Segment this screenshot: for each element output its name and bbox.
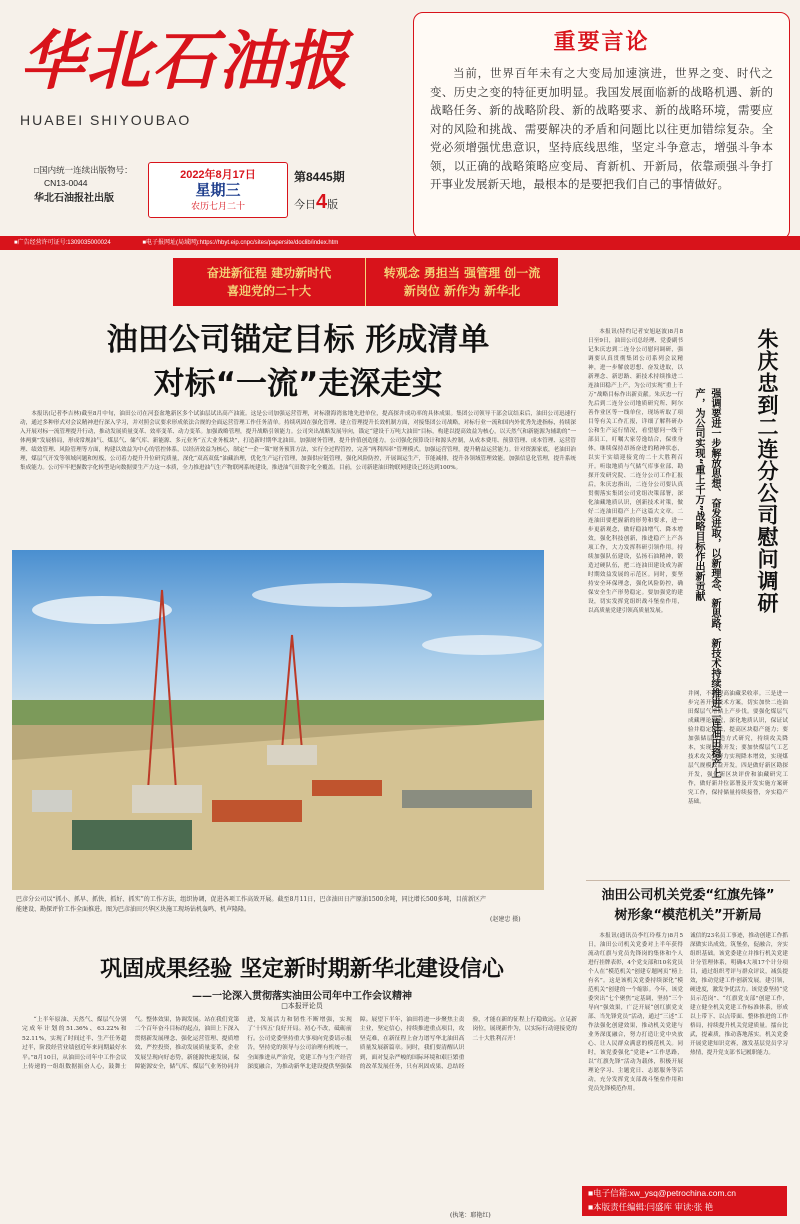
ad-license: ■广告经营许可证号:1309035000024: [14, 240, 111, 246]
side2-title-line1: 油田公司机关党委“红旗先锋”: [601, 888, 775, 903]
side-article-text-cont: 井网，不断提高油藏采收率。三是进一步完善开发技术方案，切实加快二连油田煤层气增储上产步伐。要强化煤层气成藏理论研究，深化地质认识，保证试验井稳定排采，提高区块稳产能力；要加强储层改造方式研究，持续攻关降本，实现效益开发；要加快煤层气工艺技术攻关，努力实现降本增效，实现煤层气规模效益开发。四是做好新区勘探开发，强化新区块评价和油藏研究工作，做好新井位部署及开发实施方案研究工作，保持储量持续接替，夯实稳产基础。: [688, 691, 788, 805]
e-paper-url[interactable]: ■电子报网址(局域网):https://hbyt.eip.cnpc/sites/papersite/doclib/index.htm: [142, 240, 339, 246]
editorial-headline: 巩固成果经验 坚定新时期新华北建设信心: [100, 957, 504, 982]
drilling-site-photo: [12, 550, 544, 890]
serial-number: CN13-0044: [44, 178, 88, 188]
lead-title-line2: 对标“一流”走深走实: [153, 366, 443, 402]
side-article-subtitle: 强调要进一步解放思想、奋发进取，以新理念、新思路、新技术持续推进二连油田稳产上产，为公司实现“重上千万”战略目标作出新贡献: [693, 388, 720, 778]
logo-pinyin: HUABEI SHIYOUBAO: [20, 112, 192, 128]
slogan-banner: [173, 258, 558, 306]
masthead: [20, 12, 400, 182]
serial-label: □国内统一连续出版物号：: [34, 165, 133, 175]
issue-date: 2022年8月17日: [180, 169, 256, 181]
editorial-text: “上半年原油、天然气、煤层气分别完成年计划的51.36%、63.22%和52.11%，实现了时间过半、生产任务超过半，阶段经营业绩创近年来同期最好水平。”8月10日，从油田公司年中工作会议上传递的一组组数据振奋人心，鼓舞士气。整体效果，协调发展。站在我们党第二个百年奋斗目标的起点，油田上下深入贯彻新发展理念、强化运营管理、提质增效、严控投资，推动发展质量变革，企业发展呈现向好态势，新能源快速发展，保障能源安全，储气库、煤层气业务协同并进，发展活力和韧性不断增强，实现了‘十四五’良好开局。初心不改，砥砺前行。公司党委坚持重大事项向党委请示报告，坚持党的领导与公司治理有机统一，全面推进从严治党，党建工作与生产经营深度融合，为推动新华北建设提供坚强保障。展望下半年，油田将进一步聚焦主责主业，坚定信心，持续推进重点项目，攻坚克难，在新征程上奋力谱写华北油田高质量发展新篇章。同时，我们要清醒认识到，面对复杂严峻的国际环境和艰巨繁重的改革发展任务，只有巩固成果、总结经验，才能在新的征程上行稳致远。立足新岗位，展现新作为，以实际行动迎接党的二十大胜利召开！: [22, 1017, 577, 1071]
pages-post: 版: [327, 199, 339, 211]
lead-article-text: 本报讯(记者李吉林)截至8月中旬，油田公司在河套盆地新区多个试油层试出高产油流。这是公司加强运营管理，对标渤海湾盆地先进单位，提高探井成功率的具体成果。集团公司领导干部会议结束后，油田公司迅速行动，通过多种形式对会议精神进行深入学习，并对照会议要求形成依法合规的全面运营管理工作任务清单。持续巩固在强化管理、建立管理提升长效机制方面，对接集团公司战略，对标行业一流和国内外优秀先进指标，持续深入开展对标一流管理提升行动，推动发展质量变革、效率变革、动力变革。加强战略管理，提升战略引领能力。公司突出战略发展导向，锚定“建设千万吨大油田”目标，构建以提高效益为核心，以天然气和新能源为辅助的“一体两翼”发展格局，形成常规油气、煤层气、储气库、新能源、多元业务“五大业务板块”，打造新时期华北油田。加强财务管理，提升价值创造能力。公司强化预算设计和源头控制，从成本费用、预算管理、成本管理、运营管理、绩效管理、风险管理等方面，构建以效益为中心的管控体系，以经济效益为核心，制定“一企一策”财务预算方法，实行全过程管控，完善“两利四率”管理模式。加强运营管理，提升精益运营能力。针对资源家底，老油田治理，煤层气开发等领域问题和短板，公司着力提升升位研究质量，深化“双高双低”油藏治理，优化生产运行管理，加强供应链管理，强化风险防控，开展调运生产，节能减排，提升各领域管理效能。加强信息化管理，提升系统集成能力。公司牢牢把握数字化转型是向数据要生产力这一本质，全力推进油气生产物联网系统建设，推进油气田数字化全覆盖。目前，公司新建油田物联网建设已经达到100%。: [20, 411, 576, 471]
side2-text-cont: 诚信的23名员工事迹，推动创建工作抓深做实出成效。筑堡垒，促融合，夯实组织基础。该党委建立并推行机关党建计分管理体系，明确4大项17个计分项目，通过组织考评与群众评议，减负提效，推动党建工作创新发展。建引领，硬进度，激发争优活力。该党委坚持“党员示范岗”、“红旗党支部”创建工作，建立健全机关党建工作标准体系，形成以上带下、以点带面、整体推进的工作格局，持续提升机关党建质量。擂台比武，提素质，推动落地落实。机关党委开展党建知识竞赛，激发基层党员学习热情，提升党支部书记履职能力。: [690, 933, 788, 1056]
banner-right: 转观念 勇担当 强管理 创一流 新岗位 新作为 新华北: [365, 258, 558, 306]
date-box: [148, 162, 288, 218]
editorial-subtitle: ——一论深入贯彻落实油田公司年中工作会议精神: [192, 991, 412, 1002]
lead-headline: [20, 318, 576, 406]
issue-info: [294, 168, 404, 214]
banner-left: 奋进新征程 建功新时代 喜迎党的二十大: [206, 266, 332, 298]
lunar-date: 农历七月二十: [190, 201, 245, 211]
quote-body: 当前，世界百年未有之大变局加速演进，世界之变、时代之变、历史之变的特征更加明显。我国发展面临新的战略机遇、新的战略任务、新的战略阶段、新的战略要求、新的战略环境，需要应对的风险和挑战、需要解决的矛盾和问题比以往更加错综复杂。全党必须增强忧患意识，坚持底线思维，坚定斗争意志，增强斗争本领，以正确的战略策略应变局、育新机、开新局，依靠顽强斗争打开事业发展新天地，最根本的是要把我们自己的事情做好。: [430, 66, 773, 191]
photo-credit: (赵建忠 摄): [490, 916, 521, 923]
footer-email[interactable]: ■电子信箱:xw_ysq@petrochina.com.cn: [588, 1188, 736, 1198]
photo-caption: 巴彦分公司以“抓小、抓早、抓快、抓好、抓实”的工作方法，组织协调，促进各项工作高效开展。截至8月11日，巴彦油田日产原油1500余吨，同比增长500多吨，目前新区产能建设、勘探评价工作全面推进。图为巴彦油田兴华区块施工现场钻机轰鸣、机声隆隆。: [16, 896, 486, 913]
editorial-byline: □本报评论员: [281, 1002, 323, 1010]
newspaper-logo: 华北石油报: [20, 24, 350, 99]
divider: [586, 880, 790, 881]
side2-headline: [586, 886, 790, 926]
quote-title: 重要言论: [553, 30, 650, 55]
info-bar: [0, 236, 800, 250]
footer-editor: ■本版责任编辑:闫盛库 审读:张 艳: [588, 1202, 714, 1212]
weekday: 星期三: [195, 182, 241, 199]
important-quote-box: [413, 12, 790, 240]
editorial-author: (执笔：耶艳红): [450, 1212, 491, 1219]
side-article-text: 本报讯(特约记者安旭赵波)8月8日至9日，油田公司总经理、党委副书记朱庆忠到二连分公司慰问调研，强调要认真贯彻集团公司系列会议精神，进一步解放思想、奋发进取，以新理念、新思路、新技术持续推进二连油田稳产上产，为公司实现“重上千万”战略目标作出新贡献。朱庆忠一行先后到二连分公司地质研究所、阿尔善作业区等一线单位，现场听取了项目等有关工作汇报，详细了解科研办公和生产运行情况，看望慰问一线干部员工，叮嘱大家劳逸结合，保重身体，继续保持昂扬奋进的精神状态，以实干实绩迎接党的二十大胜利召开。听取地质与气储气库事业部、勘探开发研究院、二连分公司工作汇报后，朱庆忠指出，二连分公司要认真贯彻落实集团公司党组决策部署，深化油藏地质认识，创新技术对策，做好二连油田稳产上产这篇大文章。二连油田要把握新的形势和要求，进一步更新观念，做好稳油增气、降本增效，强化科技创新，推进稳产上产各项工作，大力发挥科研引领作用。持续加强队伍建设，弘扬石油精神，锻造过硬队伍，把二连油田建设成为新时期效益发展的示范区。同时，要坚持安全环保理念，强化风险防控，确保安全生产形势稳定。要加强党的建设，切实发挥党组织战斗堡垒作用，以高质量党建引领高质量发展。: [588, 329, 683, 614]
serial-info: [34, 164, 144, 205]
footer-box: [582, 1186, 787, 1216]
lead-article-columns: [20, 410, 576, 540]
pages-num: 4: [316, 191, 328, 213]
issue-number: 第8445期: [294, 170, 345, 184]
publisher: 华北石油报社出版: [34, 193, 114, 204]
lead-title-line1: 油田公司锚定目标 形成清单: [106, 322, 490, 358]
pages-pre: 今日: [294, 199, 316, 211]
side2-text: 本报讯(通讯员李红玲蔡力)8月5日，油田公司机关党委对上半年获得流动红旗与党员先锋岗的集体和个人进行挂牌表彰，4个党支部和10名党员个人在“模范机关”创建专题网页“榜上有名”。这是该机关党委持续深化“模范机关”创建的一个缩影。今年，该党委突出“七个聚焦”定基调，坚持“三个导向”强效果，广泛开展“创红旗党支部、当先锋党员”活动，通过“三述”工作法强化创建效果，推动机关党建与业务深度融合，努力打造让党中央放心、让人民群众满意的模范机关。同时，该党委强化“党建+”工作思路，以“红旗先锋”活动为载体，积极开展理论学习、主题党日、志愿服务等活动，充分发挥党支部战斗堡垒作用和党员先锋模范作用。: [588, 933, 683, 1092]
side2-title-line2: 树形象“模范机关”开新局: [614, 908, 762, 923]
side-article-title: 朱庆忠到二连分公司慰问调研: [755, 328, 779, 614]
